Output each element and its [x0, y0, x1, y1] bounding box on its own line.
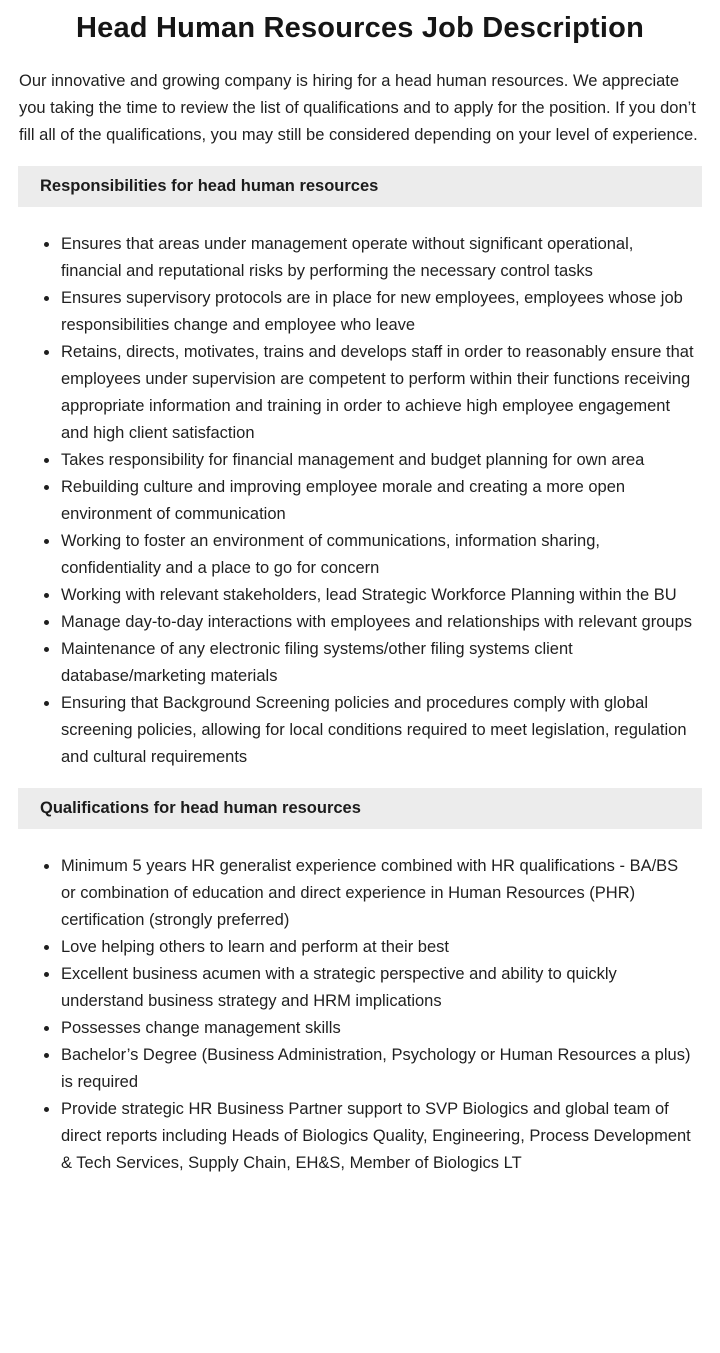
list-item: Maintenance of any electronic filing systems/other filing systems client database/marketing materials: [18, 636, 702, 690]
list-item: Takes responsibility for financial management and budget planning for own area: [18, 447, 702, 474]
list-item: Manage day-to-day interactions with employees and relationships with relevant groups: [18, 609, 702, 636]
responsibilities-list: [18, 231, 702, 771]
qualifications-list: [18, 853, 702, 1177]
list-item: Possesses change management skills: [18, 1015, 702, 1042]
list-item: Retains, directs, motivates, trains and develops staff in order to reasonably ensure that employees under supervision are competent to perform within their functions receiving appropriate information and training in order to achieve high employee engagement and high client satisfaction: [18, 339, 702, 447]
list-item: Bachelor’s Degree (Business Administration, Psychology or Human Resources a plus) is required: [18, 1042, 702, 1096]
list-item: Minimum 5 years HR generalist experience combined with HR qualifications - BA/BS or combination of education and direct experience in Human Resources (PHR) certification (strongly preferred): [18, 853, 702, 934]
section-heading-responsibilities: Responsibilities for head human resources: [18, 166, 702, 207]
section-heading-qualifications: Qualifications for head human resources: [18, 788, 702, 829]
list-item: Provide strategic HR Business Partner support to SVP Biologics and global team of direct reports including Heads of Biologics Quality, Engineering, Process Development & Tech Services, Supply Chain, EH&S, Member of Biologics LT: [18, 1096, 702, 1177]
list-item: Ensuring that Background Screening policies and procedures comply with global screening policies, allowing for local conditions required to meet legislation, regulation and cultural requirements: [18, 690, 702, 771]
list-item: Ensures that areas under management operate without significant operational, financial and reputational risks by performing the necessary control tasks: [18, 231, 702, 285]
intro-paragraph: Our innovative and growing company is hiring for a head human resources. We appreciate you taking the time to review the list of qualifications and to apply for the position. If you don’t fill all of the qualifications, you may still be considered depending on your level of experience.: [19, 72, 698, 144]
list-item: Working with relevant stakeholders, lead Strategic Workforce Planning within the BU: [18, 582, 702, 609]
list-item: Excellent business acumen with a strategic perspective and ability to quickly understand business strategy and HRM implications: [18, 961, 702, 1015]
list-item: Working to foster an environment of communications, information sharing, confidentiality and a place to go for concern: [18, 528, 702, 582]
list-item: Love helping others to learn and perform at their best: [18, 934, 702, 961]
page-title: Head Human Resources Job Description: [75, 12, 644, 44]
list-item: Ensures supervisory protocols are in place for new employees, employees whose job responsibilities change and employee who leave: [18, 285, 702, 339]
list-item: Rebuilding culture and improving employee morale and creating a more open environment of communication: [18, 474, 702, 528]
